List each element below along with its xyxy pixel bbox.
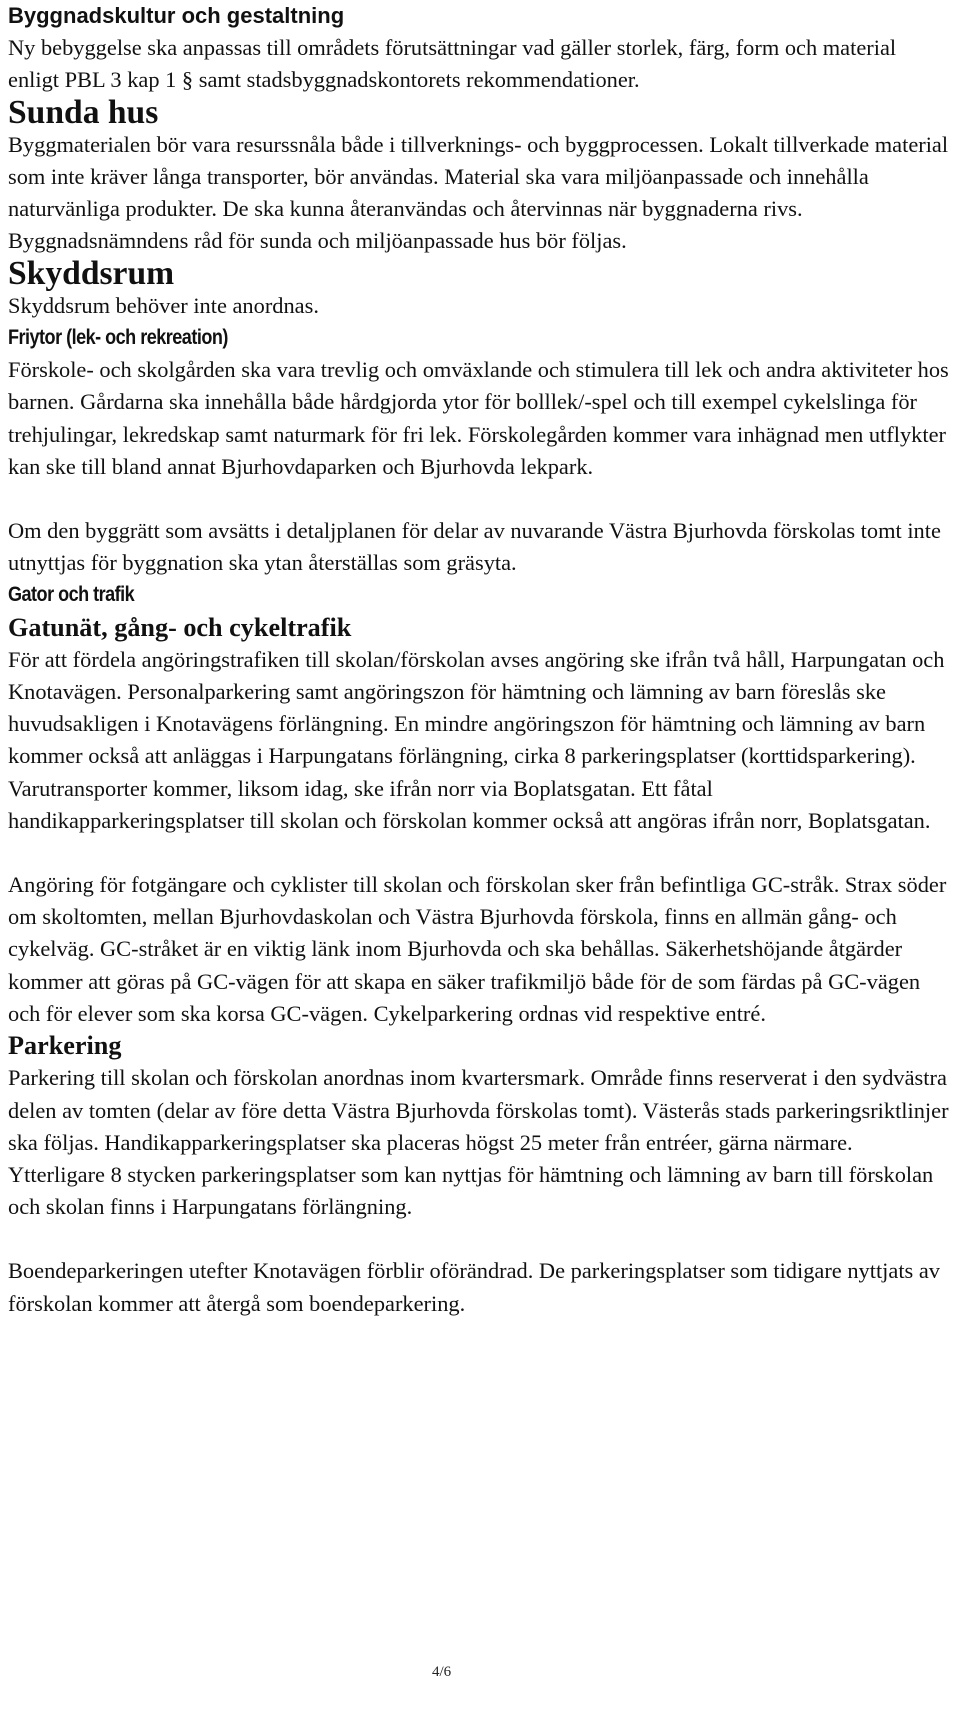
document-page [8,0,952,1320]
paragraph-skyddsrum: Skyddsrum behöver inte anordnas. [8,292,319,318]
heading-gator-och-trafik: Gator och trafik [8,583,135,607]
paragraph-gatunat: För att fördela angöringstrafiken till skolan/förskolan avses angöring ske ifrån två håll, Harpungatan och Knotavägen. Personalparkering samt angöringszon för hämtning och lämning av barn föreslås ske huvudsakligen i Knotavägens förlängning. En mindre angöringszon för hämtning och lämning av barn kommer också att anläggas i Harpungatans förlängning, cirka 8 parkeringsplatser (korttidsparkering). Varutransporter kommer, liksom idag, ske ifrån norr via Boplatsgatan. Ett fåtal handikapparkeringsplatser till skolan och förskolan kommer också att angöras ifrån norr, Boplatsgatan. [8,646,945,833]
paragraph-spacer [8,483,952,515]
heading-skyddsrum: Skyddsrum [8,254,175,292]
heading-gatunat: Gatunät, gång- och cykeltrafik [8,612,352,642]
paragraph-friytor: Förskole- och skolgården ska vara trevlig och omväxlande och stimulera till lek och andra aktiviteter hos barnen. Gårdarna ska innehålla både hårdgjorda ytor för bolllek/-spel och till exempel cykelslinga för trehjulingar, lekredskap samt naturmark för fri lek. Förskolegården kommer vara inhägnad men utflykter kan ske till bland annat Bjurhovdaparken och Bjurhovda lekpark. [8,357,949,479]
heading-byggnadskultur: Byggnadskultur och gestaltning [8,3,345,28]
paragraph-sunda-hus: Byggmaterialen bör vara resurssnåla både i tillverknings- och byggprocessen. Lokalt tillverkade material som inte kräver långa transporter, bör användas. Material ska vara miljöanpassade och innehålla naturvänliga produkter. De ska kunna återanvändas och återvinnas när byggnaderna rivs. Byggnadsnämndens råd för sunda och miljöanpassade hus bör följas. [8,131,949,254]
paragraph-friytor-2: Om den byggrätt som avsätts i detaljplanen för delar av nuvarande Västra Bjurhovda förskolas tomt inte utnyttjas för byggnation ska ytan återställas som gräsyta. [8,518,941,576]
paragraph-byggnadskultur: Ny bebyggelse ska anpassas till områdets förutsättningar vad gäller storlek, färg, form och material enligt PBL 3 kap 1 § samt stadsbyggnadskontorets rekommendationer. [8,35,897,93]
heading-friytor: Friytor (lek- och rekreation) [8,326,228,350]
page-number: 4/6 [432,1664,452,1680]
paragraph-spacer [8,1223,952,1255]
paragraph-gatunat-2: Angöring för fotgängare och cyklister till skolan och förskolan sker från befintliga GC-stråk. Strax söder om skoltomten, mellan Bjurhovdaskolan och Västra Bjurhovda förskola, finns en allmän gång- och cykelväg. GC-stråket är en viktig länk inom Bjurhovda och ska behållas. Säkerhetshöjande åtgärder kommer att göras på GC-vägen för att skapa en säker trafikmiljö både för de som färdas på GC-vägen och för elever som ska korsa GC-vägen. Cykelparkering ordnas vid respektive entré. [8,872,947,1026]
paragraph-spacer [8,837,952,869]
heading-sunda-hus: Sunda hus [8,93,159,131]
heading-parkering: Parkering [8,1031,122,1061]
paragraph-parkering: Parkering till skolan och förskolan anordnas inom kvartersmark. Område finns reserverat i den sydvästra delen av tomten (delar av före detta Västra Bjurhovda förskolas tomt). Västerås stads parkeringsriktlinjer ska följas. Handikapparkeringsplatser ska placeras högst 25 meter från entréer, gärna närmare. Ytterligare 8 stycken parkeringsplatser som kan nyttjas för hämtning och lämning av barn till förskolan och skolan finns i Harpungatans förlängning. [8,1065,949,1220]
paragraph-parkering-2: Boendeparkeringen utefter Knotavägen förblir oförändrad. De parkeringsplatser som tidigare nyttjats av förskolan kommer att återgå som boendeparkering. [8,1258,940,1316]
